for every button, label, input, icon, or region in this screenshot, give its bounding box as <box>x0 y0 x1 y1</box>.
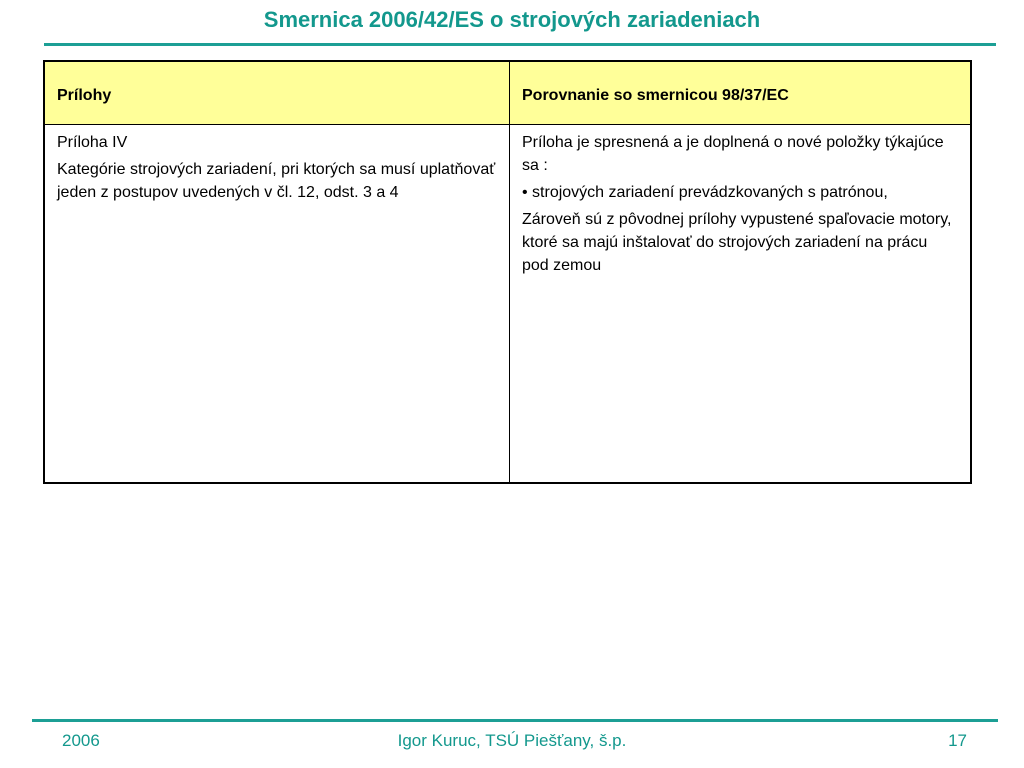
table-header-annexes: Prílohy <box>45 62 510 125</box>
annex-name: Príloha IV <box>57 134 128 151</box>
footer-author: Igor Kuruc, TSÚ Piešťany, š.p. <box>397 731 627 750</box>
comparison-paragraph-2: Zároveň sú z pôvodnej prílohy vypustené spaľovacie motory, ktoré sa majú inštalovať do strojových zariadení na prácu pod zemou <box>522 211 952 274</box>
table-cell-annex <box>45 125 510 482</box>
title-divider <box>44 43 996 46</box>
footer-page-number: 17 <box>948 731 967 750</box>
table-cell-comparison <box>510 125 970 482</box>
slide-title: Smernica 2006/42/ES o strojových zariadeniach <box>263 7 761 32</box>
annex-description: Kategórie strojových zariadení, pri ktorých sa musí uplatňovať jeden z postupov uvedených v čl. 12, odst. 3 a 4 <box>57 161 496 201</box>
footer-divider <box>32 719 998 722</box>
footer-year: 2006 <box>62 731 100 750</box>
comparison-bullet-1: • strojových zariadení prevádzkovaných s patrónou, <box>522 184 888 201</box>
comparison-paragraph-1: Príloha je spresnená a je doplnená o nové položky týkajúce sa : <box>522 134 944 174</box>
comparison-table <box>43 60 972 484</box>
table-header-comparison: Porovnanie so smernicou 98/37/EC <box>510 62 970 125</box>
